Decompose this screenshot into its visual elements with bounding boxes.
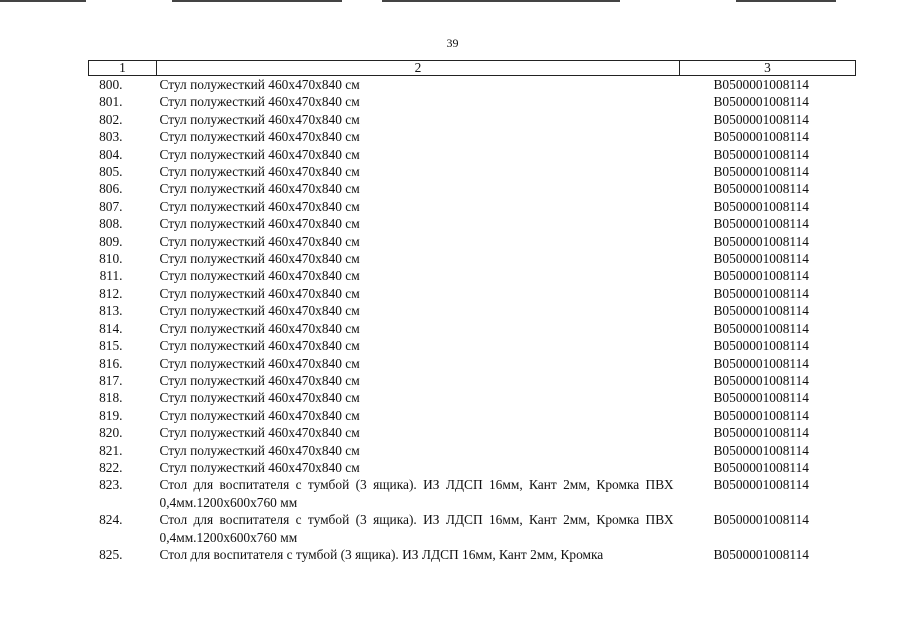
row-number: 810. [99, 251, 123, 267]
row-number: 808. [99, 216, 123, 232]
row-number: 823. [99, 477, 123, 493]
row-number: 824. [99, 512, 123, 528]
table-header [89, 61, 856, 76]
table-body [89, 76, 856, 564]
row-number: 821. [99, 442, 123, 458]
row-number: 817. [99, 372, 123, 388]
item-description: Стул полужесткий 460х470х840 см [159, 111, 360, 127]
inventory-code: B0500001008114 [713, 407, 809, 423]
item-description: Стул полужесткий 460х470х840 см [159, 94, 360, 110]
item-description: Стол для воспитателя с тумбой (3 ящика). ИЗ ЛДСП 16мм, Кант 2мм, Кромка ПВХ 0,4мм.1200х600х760 мм [159, 477, 674, 510]
table-row [89, 337, 856, 354]
item-description: Стул полужесткий 460х470х840 см [159, 355, 360, 371]
item-description: Стул полужесткий 460х470х840 см [159, 268, 360, 284]
table-row [89, 389, 856, 406]
top-edge-rule-right [736, 0, 836, 2]
row-number: 813. [99, 303, 123, 319]
inventory-code: B0500001008114 [713, 181, 809, 197]
inventory-code: B0500001008114 [713, 198, 809, 214]
inventory-code: B0500001008114 [713, 320, 809, 336]
inventory-code: B0500001008114 [713, 129, 809, 145]
row-number: 806. [99, 181, 123, 197]
table-row [89, 511, 856, 546]
table-row [89, 442, 856, 459]
inventory-code: B0500001008114 [713, 77, 809, 92]
table-row [89, 146, 856, 163]
item-description: Стул полужесткий 460х470х840 см [159, 164, 360, 180]
item-description: Стул полужесткий 460х470х840 см [159, 459, 360, 475]
item-description: Стул полужесткий 460х470х840 см [159, 77, 360, 92]
column-header-2: 2 [157, 61, 680, 76]
row-number: 820. [99, 425, 123, 441]
item-description: Стул полужесткий 460х470х840 см [159, 372, 360, 388]
table-row [89, 476, 856, 511]
table-row [89, 407, 856, 424]
column-header-3: 3 [680, 61, 856, 76]
item-description: Стул полужесткий 460х470х840 см [159, 251, 360, 267]
inventory-code: B0500001008114 [713, 251, 809, 267]
item-description: Стул полужесткий 460х470х840 см [159, 320, 360, 336]
item-description: Стул полужесткий 460х470х840 см [159, 129, 360, 145]
row-number: 818. [99, 390, 123, 406]
inventory-code: B0500001008114 [713, 233, 809, 249]
item-description: Стул полужесткий 460х470х840 см [159, 198, 360, 214]
inventory-code: B0500001008114 [713, 268, 809, 284]
table-row [89, 546, 856, 563]
table-row [89, 320, 856, 337]
header-row [89, 61, 856, 76]
inventory-code: B0500001008114 [713, 425, 809, 441]
item-description: Стул полужесткий 460х470х840 см [159, 407, 360, 423]
inventory-code: B0500001008114 [713, 338, 809, 354]
inventory-code: B0500001008114 [713, 546, 809, 562]
item-description: Стул полужесткий 460х470х840 см [159, 390, 360, 406]
item-description: Стул полужесткий 460х470х840 см [159, 233, 360, 249]
inventory-code: B0500001008114 [713, 303, 809, 319]
row-number: 825. [99, 546, 123, 562]
table-row [89, 250, 856, 267]
row-number: 816. [99, 355, 123, 371]
item-description: Стул полужесткий 460х470х840 см [159, 146, 360, 162]
table-row [89, 267, 856, 284]
table-row [89, 355, 856, 372]
table-row [89, 111, 856, 128]
top-edge-rule-middle [172, 0, 342, 2]
table-row [89, 372, 856, 389]
inventory-code: B0500001008114 [713, 146, 809, 162]
table-row [89, 93, 856, 110]
row-number: 822. [99, 459, 123, 475]
row-number: 809. [99, 233, 123, 249]
top-edge-rule-left [0, 0, 86, 2]
row-number: 819. [99, 407, 123, 423]
row-number: 803. [99, 129, 123, 145]
item-description: Стул полужесткий 460х470х840 см [159, 285, 360, 301]
inventory-table [88, 60, 856, 563]
row-number: 802. [99, 111, 123, 127]
row-number: 800. [99, 77, 123, 92]
inventory-code: B0500001008114 [713, 372, 809, 388]
item-description: Стул полужесткий 460х470х840 см [159, 216, 360, 232]
inventory-code: B0500001008114 [713, 459, 809, 475]
inventory-code: B0500001008114 [713, 164, 809, 180]
inventory-code: B0500001008114 [713, 216, 809, 232]
item-description: Стол для воспитателя с тумбой (3 ящика). ИЗ ЛДСП 16мм, Кант 2мм, Кромка ПВХ 0,4мм.1200х600х760 мм [159, 512, 674, 545]
inventory-code: B0500001008114 [713, 111, 809, 127]
table-row [89, 198, 856, 215]
table-row [89, 424, 856, 441]
top-edge-rule-center [382, 0, 620, 2]
row-number: 805. [99, 164, 123, 180]
inventory-code: B0500001008114 [713, 355, 809, 371]
row-number: 801. [99, 94, 123, 110]
table-row [89, 302, 856, 319]
row-number: 811. [99, 268, 123, 284]
inventory-code: B0500001008114 [713, 390, 809, 406]
row-number: 807. [99, 198, 123, 214]
table-row [89, 128, 856, 145]
table-row [89, 215, 856, 232]
row-number: 815. [99, 338, 123, 354]
item-description: Стул полужесткий 460х470х840 см [159, 303, 360, 319]
table-row [89, 285, 856, 302]
item-description: Стул полужесткий 460х470х840 см [159, 442, 360, 458]
row-number: 812. [99, 285, 123, 301]
page-number: 39 [446, 36, 459, 50]
item-description: Стул полужесткий 460х470х840 см [159, 181, 360, 197]
row-number: 804. [99, 146, 123, 162]
inventory-code: B0500001008114 [713, 477, 809, 493]
item-description: Стул полужесткий 460х470х840 см [159, 338, 360, 354]
inventory-code: B0500001008114 [713, 94, 809, 110]
item-description: Стул полужесткий 460х470х840 см [159, 425, 360, 441]
table-row [89, 163, 856, 180]
item-description: Стол для воспитателя с тумбой (3 ящика). ИЗ ЛДСП 16мм, Кант 2мм, Кромка [159, 546, 604, 562]
table-row [89, 233, 856, 250]
row-number: 814. [99, 320, 123, 336]
column-header-1: 1 [89, 61, 157, 76]
inventory-code: B0500001008114 [713, 285, 809, 301]
inventory-code: B0500001008114 [713, 442, 809, 458]
table-row [89, 76, 856, 94]
table-row [89, 459, 856, 476]
inventory-code: B0500001008114 [713, 512, 809, 528]
table-row [89, 180, 856, 197]
